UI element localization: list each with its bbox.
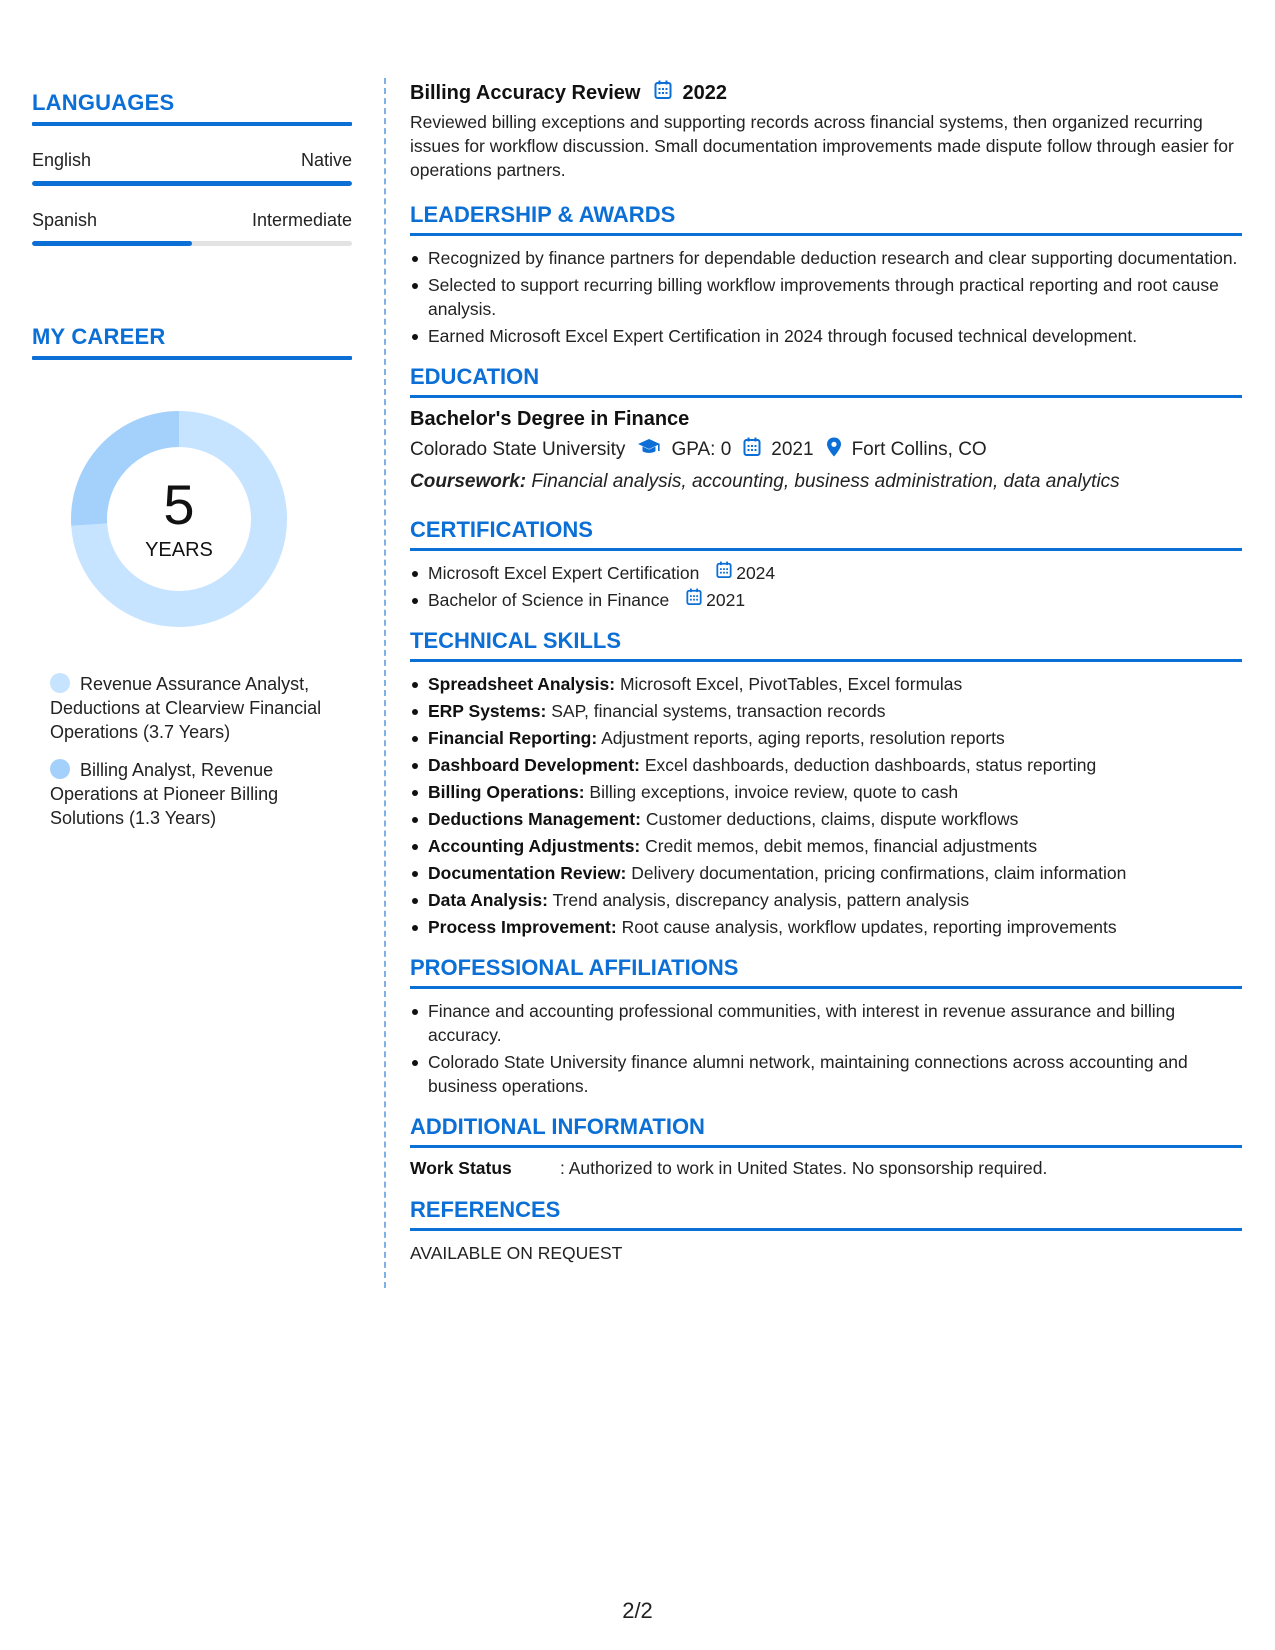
map-pin-icon	[826, 437, 842, 463]
skill-category: ERP Systems:	[428, 701, 547, 721]
work-status-row	[410, 1158, 1242, 1179]
work-status-value: : Authorized to work in United States. No sponsorship required.	[560, 1158, 1048, 1178]
references-text: AVAILABLE ON REQUEST	[410, 1243, 623, 1263]
calendar-icon	[686, 588, 702, 612]
skill-item	[410, 861, 1242, 885]
language-level: Intermediate	[251, 210, 352, 230]
language-name: English	[32, 150, 92, 170]
skill-values: Delivery documentation, pricing confirmations, claim information	[631, 863, 1127, 883]
skill-values: Microsoft Excel, PivotTables, Excel formulas	[619, 674, 963, 694]
list-item: Selected to support recurring billing workflow improvements through practical reporting and root cause analysis.	[410, 273, 1242, 321]
additional-title: ADDITIONAL INFORMATION	[410, 1114, 705, 1139]
leadership-title: LEADERSHIP & AWARDS	[410, 202, 676, 227]
language-item	[32, 210, 352, 246]
career-donut-chart	[64, 404, 294, 634]
language-bar-fill	[32, 241, 192, 246]
career-item	[50, 758, 340, 830]
affiliations-title: PROFESSIONAL AFFILIATIONS	[410, 955, 739, 980]
graduation-cap-icon	[637, 438, 661, 462]
skill-values: SAP, financial systems, transaction records	[551, 701, 886, 721]
skills-section	[410, 628, 1242, 939]
skill-item	[410, 888, 1242, 912]
languages-rule	[32, 122, 352, 126]
right-column	[410, 80, 1242, 1264]
calendar-icon	[716, 561, 732, 585]
skill-category: Documentation Review:	[428, 863, 627, 883]
language-name: Spanish	[32, 210, 98, 230]
career-item	[50, 672, 340, 744]
language-bar	[32, 241, 352, 246]
calendar-icon	[654, 80, 672, 106]
section-rule	[410, 233, 1242, 236]
skill-category: Process Improvement:	[428, 917, 617, 937]
left-column	[32, 90, 352, 844]
education-school: Colorado State University	[410, 439, 626, 460]
skill-item	[410, 726, 1242, 750]
list-item: Earned Microsoft Excel Expert Certification in 2024 through focused technical development.	[410, 324, 1242, 348]
certification-name: Bachelor of Science in Finance	[428, 590, 670, 610]
skill-item	[410, 753, 1242, 777]
certification-year: 2024	[736, 563, 776, 583]
skill-values: Customer deductions, claims, dispute workflows	[645, 809, 1019, 829]
certification-year: 2021	[706, 590, 746, 610]
leadership-section	[410, 202, 1242, 348]
skill-values: Billing exceptions, invoice review, quote to cash	[589, 782, 959, 802]
section-rule	[410, 1145, 1242, 1148]
coursework-label: Coursework:	[410, 471, 527, 492]
skill-values: Root cause analysis, workflow updates, reporting improvements	[621, 917, 1117, 937]
education-gpa: GPA: 0	[671, 439, 732, 460]
skill-category: Data Analysis:	[428, 890, 548, 910]
language-level: Native	[300, 150, 352, 170]
career-title: MY CAREER	[32, 324, 166, 349]
work-status-label: Work Status	[410, 1158, 512, 1178]
career-total-number: 5	[163, 472, 195, 536]
certification-name: Microsoft Excel Expert Certification	[428, 563, 700, 583]
legend-dot	[50, 673, 70, 693]
section-rule	[410, 986, 1242, 989]
project-year: 2022	[682, 81, 727, 104]
section-rule	[410, 548, 1242, 551]
education-year: 2021	[771, 439, 814, 460]
skill-values: Adjustment reports, aging reports, resolution reports	[601, 728, 1005, 748]
education-title: EDUCATION	[410, 364, 540, 389]
skill-values: Excel dashboards, deduction dashboards, status reporting	[644, 755, 1097, 775]
section-rule	[410, 395, 1242, 398]
coursework-text: Financial analysis, accounting, business administration, data analytics	[531, 471, 1120, 492]
section-rule	[410, 659, 1242, 662]
skill-values: Trend analysis, discrepancy analysis, pattern analysis	[552, 890, 970, 910]
career-list	[50, 672, 340, 830]
list-item: Finance and accounting professional communities, with interest in revenue assurance and billing accuracy.	[410, 999, 1242, 1047]
skill-category: Dashboard Development:	[428, 755, 640, 775]
skill-item	[410, 834, 1242, 858]
education-degree: Bachelor's Degree in Finance	[410, 408, 690, 430]
list-item: Colorado State University finance alumni network, maintaining connections across accounting and business operations.	[410, 1050, 1242, 1098]
project-description: Reviewed billing exceptions and supporting records across financial systems, then organized recurring issues for workflow discussion. Small documentation improvements made dispute follow through easier for operations partners.	[410, 112, 1234, 180]
skill-category: Accounting Adjustments:	[428, 836, 641, 856]
career-item-text: Revenue Assurance Analyst, Deductions at Clearview Financial Operations (3.7 Years)	[50, 674, 322, 742]
certifications-title: CERTIFICATIONS	[410, 517, 593, 542]
list-item: Recognized by finance partners for dependable deduction research and clear supporting documentation.	[410, 246, 1242, 270]
page-number: 2/2	[622, 1598, 653, 1623]
legend-dot	[50, 759, 70, 779]
language-item	[32, 150, 352, 186]
list-item	[410, 588, 1242, 612]
project-title: Billing Accuracy Review	[410, 81, 641, 104]
education-section	[410, 364, 1242, 493]
additional-section	[410, 1114, 1242, 1179]
education-details	[410, 437, 1242, 463]
skill-item	[410, 807, 1242, 831]
education-location: Fort Collins, CO	[851, 439, 987, 460]
career-item-text: Billing Analyst, Revenue Operations at Pioneer Billing Solutions (1.3 Years)	[50, 760, 279, 828]
calendar-icon	[743, 437, 761, 463]
education-coursework	[410, 471, 1242, 493]
career-total-unit: YEARS	[145, 538, 213, 561]
list-item	[410, 561, 1242, 585]
skill-values: Credit memos, debit memos, financial adjustments	[645, 836, 1038, 856]
skills-title: TECHNICAL SKILLS	[410, 628, 622, 653]
section-rule	[410, 1228, 1242, 1231]
references-section	[410, 1197, 1242, 1264]
skill-item	[410, 672, 1242, 696]
language-bar-fill	[32, 181, 352, 186]
skill-category: Financial Reporting:	[428, 728, 598, 748]
skill-item	[410, 780, 1242, 804]
project-heading	[410, 80, 1242, 106]
certifications-section	[410, 517, 1242, 612]
affiliations-section	[410, 955, 1242, 1098]
references-title: REFERENCES	[410, 1197, 561, 1222]
skill-category: Deductions Management:	[428, 809, 641, 829]
skill-item	[410, 915, 1242, 939]
career-rule	[32, 356, 352, 360]
languages-title: LANGUAGES	[32, 90, 175, 115]
skill-item	[410, 699, 1242, 723]
language-bar	[32, 181, 352, 186]
skill-category: Billing Operations:	[428, 782, 585, 802]
column-divider	[384, 78, 386, 1288]
skill-category: Spreadsheet Analysis:	[428, 674, 616, 694]
